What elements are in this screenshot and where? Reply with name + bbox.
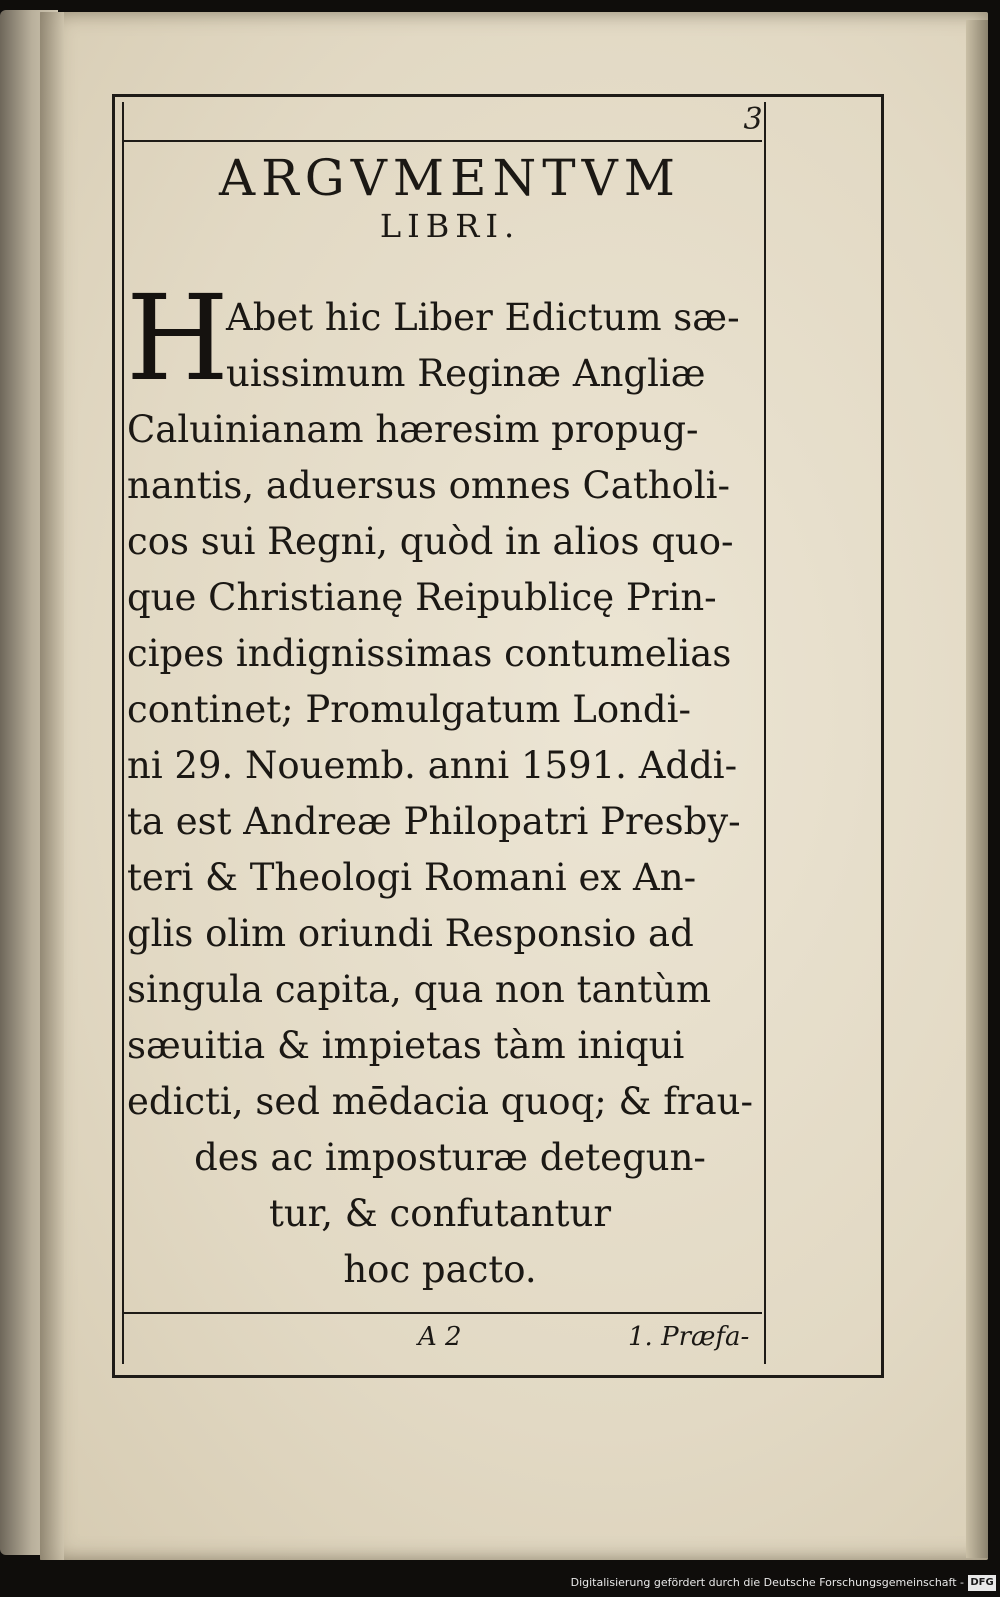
text-line: cos sui Regni, quòd in alios quo-	[127, 520, 734, 563]
footer-rule	[122, 1312, 762, 1314]
footer-credit: Digitalisierung gefördert durch die Deutsche Forschungsgemeinschaft -	[570, 1576, 964, 1589]
text-line: ta est Andreæ Philopatri Presby-	[127, 800, 741, 843]
text-line: cipes indignissimas contumelias	[127, 632, 732, 675]
page-number: 3	[743, 102, 763, 137]
text-line: Caluinianam hæresim propug-	[127, 408, 699, 451]
text-line: Abet hic Liber Edictum sæ-	[226, 296, 740, 339]
text-line: teri & Theologi Romani ex An-	[127, 856, 697, 899]
text-line: uissimum Reginæ Angliæ	[226, 352, 706, 395]
text-line: tur, & confutantur	[268, 1192, 612, 1235]
text-line: ni 29. Nouemb. anni 1591. Addi-	[127, 744, 738, 787]
text-line: que Christianę Reipublicę Prin-	[127, 576, 717, 619]
text-line: des ac imposturæ detegun-	[194, 1136, 706, 1179]
drop-cap: H	[126, 269, 229, 407]
page-subtitle: LIBRI.	[379, 207, 521, 245]
dfg-logo: DFG	[968, 1575, 996, 1591]
text-line: nantis, aduersus omnes Catholi-	[127, 464, 731, 507]
text-line: edicti, sed mēdacia quoq; & frau-	[127, 1080, 753, 1123]
text-line: continet; Promulgatum Londi-	[127, 688, 691, 731]
text-line: singula capita, qua non tantùm	[127, 968, 712, 1011]
header-rule	[122, 140, 762, 142]
catchword: 1. Præfa-	[628, 1322, 750, 1352]
page-edge-right	[966, 20, 988, 1558]
footer-bar	[0, 1573, 1000, 1597]
page-title: ARGVMENTVM	[219, 149, 681, 207]
text-line: glis olim oriundi Responsio ad	[127, 912, 694, 955]
signature-mark: A 2	[418, 1322, 462, 1352]
text-line: sæuitia & impietas tàm iniqui	[127, 1024, 685, 1067]
page-gutter	[40, 12, 64, 1560]
text-line: hoc pacto.	[343, 1248, 537, 1291]
